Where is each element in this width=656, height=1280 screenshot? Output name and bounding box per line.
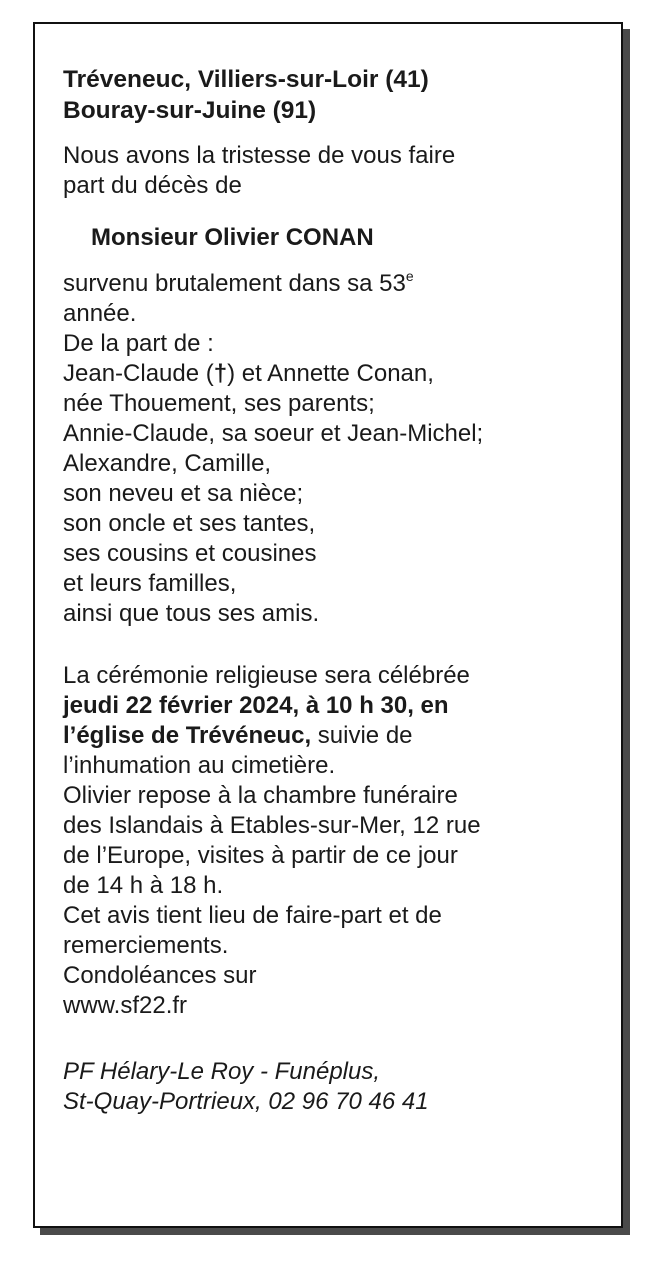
- footer-line-2: St-Quay-Portrieux, 02 96 70 46 41: [63, 1088, 429, 1115]
- ceremony-suffix: suivie de: [311, 722, 413, 749]
- ceremony-date: jeudi 22 février 2024, à 10 h 30, en: [63, 692, 449, 719]
- ceremony-line: de 14 h à 18 h.: [63, 872, 224, 899]
- family-line: Alexandre, Camille,: [63, 450, 272, 477]
- locations-header: [63, 64, 573, 126]
- header-line-1: Tréveneuc, Villiers-sur-Loir (41): [63, 66, 429, 93]
- age-text: [63, 269, 573, 329]
- ceremony-location-line: [63, 721, 573, 751]
- family-intro: De la part de :: [63, 330, 214, 357]
- parents-prefix: Jean-Claude (: [63, 360, 214, 387]
- deceased-name: Monsieur Olivier CONAN: [91, 224, 374, 251]
- ceremony-line: remerciements.: [63, 932, 229, 959]
- parents-suffix: ) et Annette Conan,: [227, 360, 434, 387]
- ceremony-text: [63, 661, 573, 1021]
- intro-line-2: part du décès de: [63, 172, 242, 199]
- age-line-1: [63, 269, 573, 299]
- ceremony-church: l’église de Trévéneuc,: [63, 722, 312, 749]
- family-line: son neveu et sa nièce;: [63, 480, 304, 507]
- condolences-website: www.sf22.fr: [63, 992, 188, 1019]
- ceremony-line: Cet avis tient lieu de faire-part et de: [63, 902, 442, 929]
- family-line: née Thouement, ses parents;: [63, 390, 375, 417]
- ceremony-line-1: La cérémonie religieuse sera célébrée: [63, 662, 470, 689]
- header-line-2: Bouray-sur-Juine (91): [63, 97, 317, 124]
- intro-line-1: Nous avons la tristesse de vous faire: [63, 142, 456, 169]
- family-list: [63, 329, 573, 629]
- age-line-1-text: survenu brutalement dans sa 53: [63, 270, 406, 297]
- ceremony-line: l’inhumation au cimetière.: [63, 752, 336, 779]
- family-line: Annie-Claude, sa soeur et Jean-Michel;: [63, 420, 484, 447]
- footer-line-1: PF Hélary-Le Roy - Funéplus,: [63, 1058, 381, 1085]
- intro-text: [63, 141, 573, 201]
- age-line-2: année.: [63, 300, 137, 327]
- family-line: et leurs familles,: [63, 570, 237, 597]
- family-parents: [63, 359, 573, 389]
- ceremony-line: Olivier repose à la chambre funéraire: [63, 782, 458, 809]
- ceremony-line: de l’Europe, visites à partir de ce jour: [63, 842, 458, 869]
- ceremony-line: Condoléances sur: [63, 962, 257, 989]
- funeral-home-footer: [63, 1057, 573, 1117]
- family-line: ainsi que tous ses amis.: [63, 600, 320, 627]
- cross-icon: †: [213, 360, 228, 387]
- ordinal-suffix: e: [405, 268, 414, 284]
- family-line: son oncle et ses tantes,: [63, 510, 316, 537]
- notice-content: [63, 64, 573, 1117]
- family-line: ses cousins et cousines: [63, 540, 317, 567]
- ceremony-line: des Islandais à Etables-sur-Mer, 12 rue: [63, 812, 481, 839]
